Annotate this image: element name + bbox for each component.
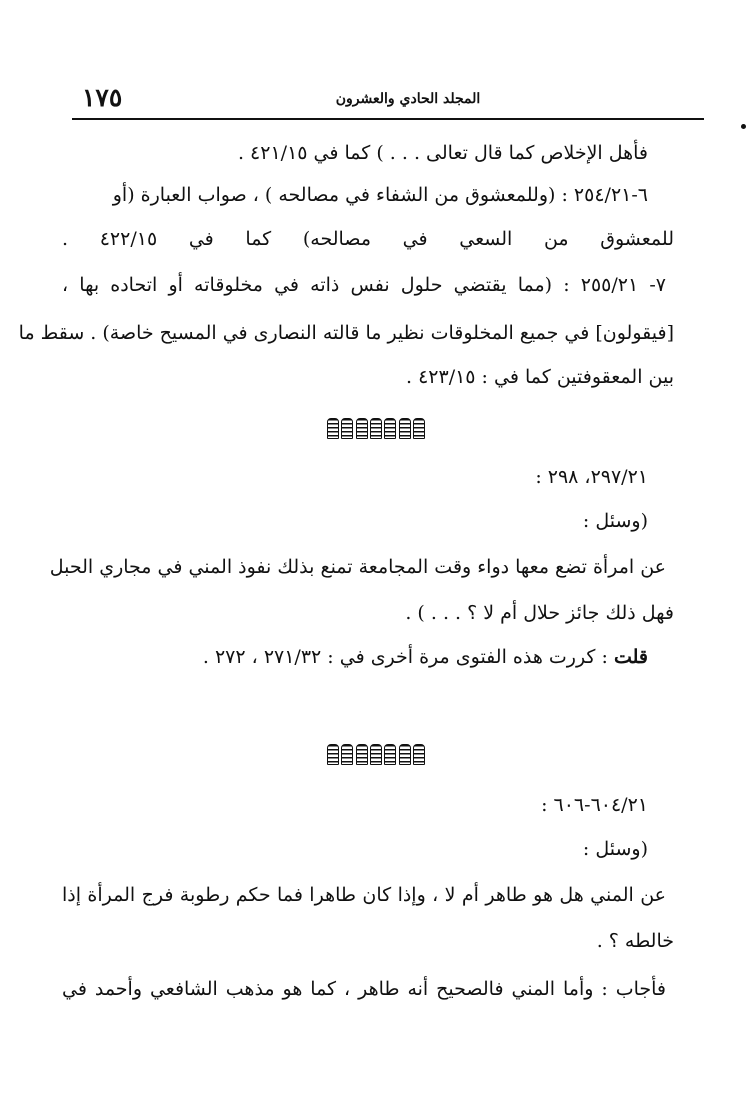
ornament-icon bbox=[413, 418, 425, 439]
text-line-6: بين المعقوفتين كما في : ٤٢٣/١٥ . bbox=[405, 366, 674, 388]
text-line-3: للمعشوق من السعي في مصالحه) كما في ٤٢٢/١٥ . bbox=[62, 228, 674, 250]
page-header bbox=[72, 82, 704, 120]
text-line-10: فهل ذلك جائز حلال أم لا ؟ . . . ) . bbox=[405, 602, 674, 624]
note-text: : كررت هذه الفتوى مرة أخرى في : ٢٧١/٣٢ ، ٢٧٢ . bbox=[202, 646, 608, 668]
margin-dot bbox=[741, 124, 746, 129]
text-line-16: فأجاب : وأما المني فالصحيح أنه طاهر ، كما هو مذهب الشافعي وأحمد في bbox=[62, 978, 666, 1000]
text-line-14: عن المني هل هو طاهر أم لا ، وإذا كان طاهرا فما حكم رطوبة فرج المرأة إذا bbox=[62, 884, 666, 906]
running-title: المجلد الحادي والعشرون bbox=[335, 91, 481, 107]
ornament-icon bbox=[327, 418, 339, 439]
page-number: ١٧٥ bbox=[82, 83, 123, 112]
text-line-9: عن امرأة تضع معها دواء وقت المجامعة تمنع بذلك نفوذ المني في مجاري الحبل bbox=[49, 556, 666, 578]
ornament-icon bbox=[356, 744, 368, 765]
text-line-1: فأهل الإخلاص كما قال تعالى . . . ) كما في ٤٢١/١٥ . bbox=[237, 142, 648, 164]
ornament-icon bbox=[341, 418, 353, 439]
text-line-5: [فيقولون] في جميع المخلوقات نظير ما قالته النصارى في المسيح خاصة) . سقط ما bbox=[18, 322, 674, 344]
note-label: قلت bbox=[613, 646, 648, 668]
text-line-11 bbox=[62, 642, 648, 672]
text-line-8: (وسئل : bbox=[582, 510, 648, 532]
ornament-icon bbox=[399, 418, 411, 439]
ornament-icon bbox=[370, 744, 382, 765]
ornament-icon bbox=[341, 744, 353, 765]
text-line-13: (وسئل : bbox=[582, 838, 648, 860]
text-line-2: ٦-٢٥٤/٢١ : (وللمعشوق من الشفاء في مصالحه ) ، صواب العبارة (أو bbox=[112, 184, 648, 206]
text-line-4: ٧- ٢٥٥/٢١ : (مما يقتضي حلول نفس ذاته في مخلوقاته أو اتحاده بها ، bbox=[62, 274, 666, 296]
text-line-15: خالطه ؟ . bbox=[596, 930, 674, 952]
section-ornament-1 bbox=[0, 418, 752, 439]
ornament-icon bbox=[384, 418, 396, 439]
text-line-12: ٦٠٤/٢١-٦٠٦ : bbox=[541, 794, 648, 816]
section-ornament-2 bbox=[0, 744, 752, 765]
ornament-icon bbox=[370, 418, 382, 439]
ornament-icon bbox=[327, 744, 339, 765]
ornament-icon bbox=[356, 418, 368, 439]
ornament-icon bbox=[413, 744, 425, 765]
ornament-icon bbox=[384, 744, 396, 765]
ornament-icon bbox=[399, 744, 411, 765]
text-line-7: ٢٩٧/٢١، ٢٩٨ : bbox=[535, 466, 648, 488]
